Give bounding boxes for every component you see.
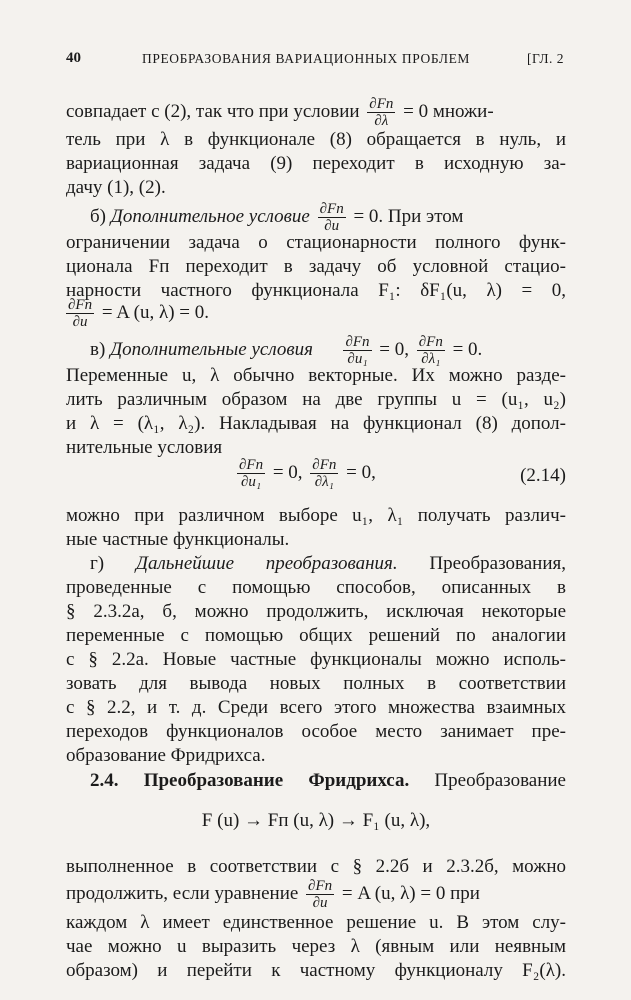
text-line: Переменные u, λ обычно векторные. Их можно разде- [66, 365, 566, 386]
text-segment: совпадает с (2), так что при условии [66, 100, 360, 122]
list-marker: в) [90, 338, 106, 360]
running-header [66, 50, 566, 72]
fraction-dF-du [66, 297, 94, 330]
text-line [66, 553, 566, 575]
fraction-numerator: ∂Fп [239, 457, 264, 473]
fraction-denominator: ∂u₁ [347, 351, 368, 367]
fraction-denominator: ∂λ₁ [314, 474, 334, 490]
text-line [66, 878, 566, 911]
equation-text: = 0, [272, 461, 303, 483]
text-line: вариационная задача (9) переходит в исходную за- [66, 153, 566, 174]
equation-number: (2.14) [520, 465, 566, 486]
text-line [66, 334, 566, 367]
text-line: с § 2.2а. Новые частные функционалы можно исполь- [66, 649, 566, 670]
text-line: дачу (1), (2). [66, 177, 166, 198]
text-line: выполненное в соответствии с § 2.2б и 2.3.2б, можно [66, 856, 566, 877]
text-line: проведенные с помощью способов, описанных в [66, 577, 566, 598]
text-segment: Преобразование [434, 770, 566, 791]
fraction-numerator: ∂Fп [345, 334, 370, 350]
fraction-numerator: ∂Fп [369, 96, 394, 112]
fraction-numerator: ∂Fп [308, 878, 333, 894]
italic-heading: Дальнейшие преобразования. [135, 553, 398, 574]
equation-2-14 [66, 457, 566, 497]
equation-text: = 0, [346, 461, 376, 483]
text-segment: = 0. При этом [353, 205, 464, 227]
text-line: переходов функционалов особое место занимает пре- [66, 721, 566, 742]
text-segment: = 0 множи- [403, 100, 494, 122]
page-number: 40 [66, 50, 81, 66]
text-segment: = A (u, λ) = 0. [101, 301, 209, 323]
text-segment: = 0. [452, 338, 483, 360]
equation-chain: F (u) → Fп (u, λ) → F₁ (u, λ), [201, 810, 431, 831]
fraction-denominator: ∂u [72, 314, 88, 330]
text-line: и λ = (λ₁, λ₂). Накладывая на функционал (8) допол- [66, 413, 566, 434]
text-line: зовать для вывода новых полных в соответствии [66, 673, 566, 694]
text-line: лить различным образом на две группы u = (u₁, u₂) [66, 389, 566, 410]
section-heading: 2.4. Преобразование Фридрихса. [90, 770, 410, 791]
fraction-dF-dl1 [417, 334, 445, 367]
fraction-dF-du [318, 201, 346, 234]
text-line [66, 201, 566, 234]
fraction-denominator: ∂λ₁ [421, 351, 441, 367]
fraction-numerator: ∂Fп [418, 334, 443, 350]
text-line: чае можно u выразить через λ (явным или неявным [66, 936, 566, 957]
running-title: ПРЕОБРАЗОВАНИЯ ВАРИАЦИОННЫХ ПРОБЛЕМ [142, 51, 471, 66]
text-line: § 2.3.2а, б, можно продолжить, исключая некоторые [66, 601, 566, 622]
text-line: нарности частного функционала F₁: δF₁(u, λ) = 0, [66, 280, 566, 301]
text-line: с § 2.2, и т. д. Среди всего этого множества взаимных [66, 697, 566, 718]
fraction-dF-du1 [237, 457, 265, 490]
text-segment: Преобразования, [429, 553, 566, 574]
text-line: переменные с помощью общих решений по аналогии [66, 625, 566, 646]
fraction-dF-du [306, 878, 334, 911]
text-line: образование Фридрихса. [66, 745, 266, 766]
text-line: тель при λ в функционале (8) обращается в нуль, и [66, 129, 566, 150]
text-line [66, 96, 566, 129]
fraction-dF-du1 [343, 334, 371, 367]
text-line: каждом λ имеет единственное решение u. В этом слу- [66, 912, 566, 933]
italic-heading: Дополнительное условие [110, 205, 310, 227]
text-line: можно при различном выборе u₁, λ₁ получать различ- [66, 505, 566, 526]
fraction-denominator: ∂u [312, 895, 328, 911]
fraction-denominator: ∂λ [374, 113, 389, 129]
text-segment: = 0, [379, 338, 409, 360]
fraction-numerator: ∂Fп [312, 457, 337, 473]
text-line [66, 297, 566, 330]
section-heading-line [66, 770, 566, 792]
fraction-numerator: ∂Fп [319, 201, 344, 217]
chapter-marker: [ГЛ. 2 [527, 51, 564, 66]
text-line: нительные условия [66, 437, 223, 458]
text-line: образом) и перейти к частному функционалу F₂(λ). [66, 960, 566, 981]
equation-body [234, 457, 376, 490]
fraction-denominator: ∂u₁ [240, 474, 262, 490]
list-marker: г) [90, 553, 105, 574]
fraction-denominator: ∂u [324, 218, 340, 234]
text-line: ционала Fп переходит в задачу об условной стацио- [66, 256, 566, 277]
text-line: ные частные функционалы. [66, 529, 290, 550]
fraction-numerator: ∂Fп [68, 297, 93, 313]
list-marker: б) [90, 205, 106, 227]
text-segment: = A (u, λ) = 0 при [341, 882, 480, 904]
fraction-dF-dl1 [310, 457, 338, 490]
fraction-dF-dlambda [367, 96, 395, 129]
text-segment: продолжить, если уравнение [66, 882, 299, 904]
text-line: ограничении задача о стационарности полного функ- [66, 232, 566, 253]
italic-heading: Дополнительные условия [110, 338, 313, 360]
